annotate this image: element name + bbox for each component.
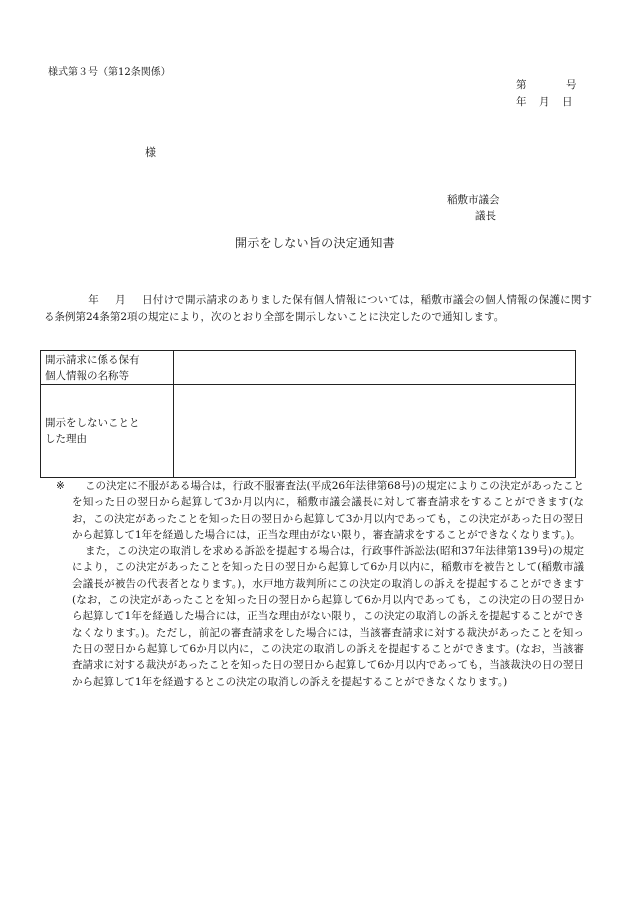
addressee-honorific: 様 bbox=[145, 146, 156, 159]
date-year: 年 bbox=[516, 96, 527, 108]
table-label-cell bbox=[41, 351, 174, 385]
note-block-2 bbox=[56, 543, 584, 690]
row1-label-line2: 個人情報の名称等 bbox=[45, 369, 129, 382]
sender-organization: 稲敷市議会 bbox=[447, 194, 500, 206]
document-number-suffix: 号 bbox=[566, 79, 577, 91]
document-date bbox=[516, 97, 585, 108]
row2-value-cell bbox=[174, 385, 576, 478]
notes-section bbox=[56, 478, 584, 690]
table-row bbox=[41, 351, 576, 385]
body-month: 月 bbox=[114, 294, 126, 306]
row1-value-cell bbox=[174, 351, 576, 385]
body-year: 年 bbox=[88, 294, 99, 306]
document-number bbox=[516, 80, 577, 91]
body-paragraph bbox=[44, 292, 592, 325]
info-table bbox=[40, 350, 576, 478]
document-number-prefix: 第 bbox=[516, 79, 527, 91]
row2-label-line1: 開示をしないことと bbox=[45, 417, 140, 429]
form-label: 様式第３号（第12条関係） bbox=[48, 67, 171, 78]
sender-title: 議長 bbox=[475, 210, 496, 222]
note-block-1 bbox=[56, 478, 584, 543]
note-mark: ※ bbox=[56, 480, 65, 492]
body-text: 日付けで開示請求のありました保有個人情報については，稲敷市議会の個人情報の保護に関する条例第24条第2項の規定により，次のとおり全部を開示しないことに決定したので通知します。 bbox=[44, 294, 593, 323]
note-2-text: また，この決定の取消しを求める訴訟を提起する場合は，行政事件訴訟法(昭和37年法律第139号)の規定により，この決定があったことを知った日の翌日から起算して6か月以内に，稲敷市を被告として(稲敷市議会議長が被告の代表者となります。)，水戸地方裁判所にこの決定の取消しの訴えを提起することができます(なお，この決定があったことを知った日の翌日から起算して6か月以内であっても，この決定の日の翌日から起算して1年を経過した場合には，正当な理由がない限り，この決定の取消しの訴えを提起することができなくなります。)。ただし，前記の審査請求をした場合には，当該審査請求に対する裁決があったことを知った日の翌日から起算して6か月以内に，この決定の取消しの訴えを提起することができます。(なお，当該審査請求に対する裁決があったことを知った日の翌日から起算して6か月以内であっても，当該裁決の日の翌日から起算して1年を経過するとこの決定の取消しの訴えを提起することができなくなります。) bbox=[72, 545, 584, 688]
date-month: 月 bbox=[539, 96, 550, 108]
date-day: 日 bbox=[562, 96, 573, 108]
row1-label-line1: 開示請求に係る保有 bbox=[45, 353, 140, 366]
table-label-cell bbox=[41, 385, 174, 478]
document-title: 開示をしない旨の決定通知書 bbox=[235, 236, 395, 250]
table-row bbox=[41, 385, 576, 478]
note-1-text: この決定に不服がある場合は，行政不服審査法(平成26年法律第68号)の規定によりこの決定があったことを知った日の翌日から起算して3か月以内に，稲敷市議会議長に対して審査請求をすることができます(なお，この決定があったことを知った日の翌日から起算して3か月以内であっても，この決定があった日の翌日から起算して1年を経過した場合には，正当な理由がない限り，審査請求をすることができなくなります。)。 bbox=[72, 480, 584, 541]
row2-label-line2: した理由 bbox=[45, 433, 87, 445]
